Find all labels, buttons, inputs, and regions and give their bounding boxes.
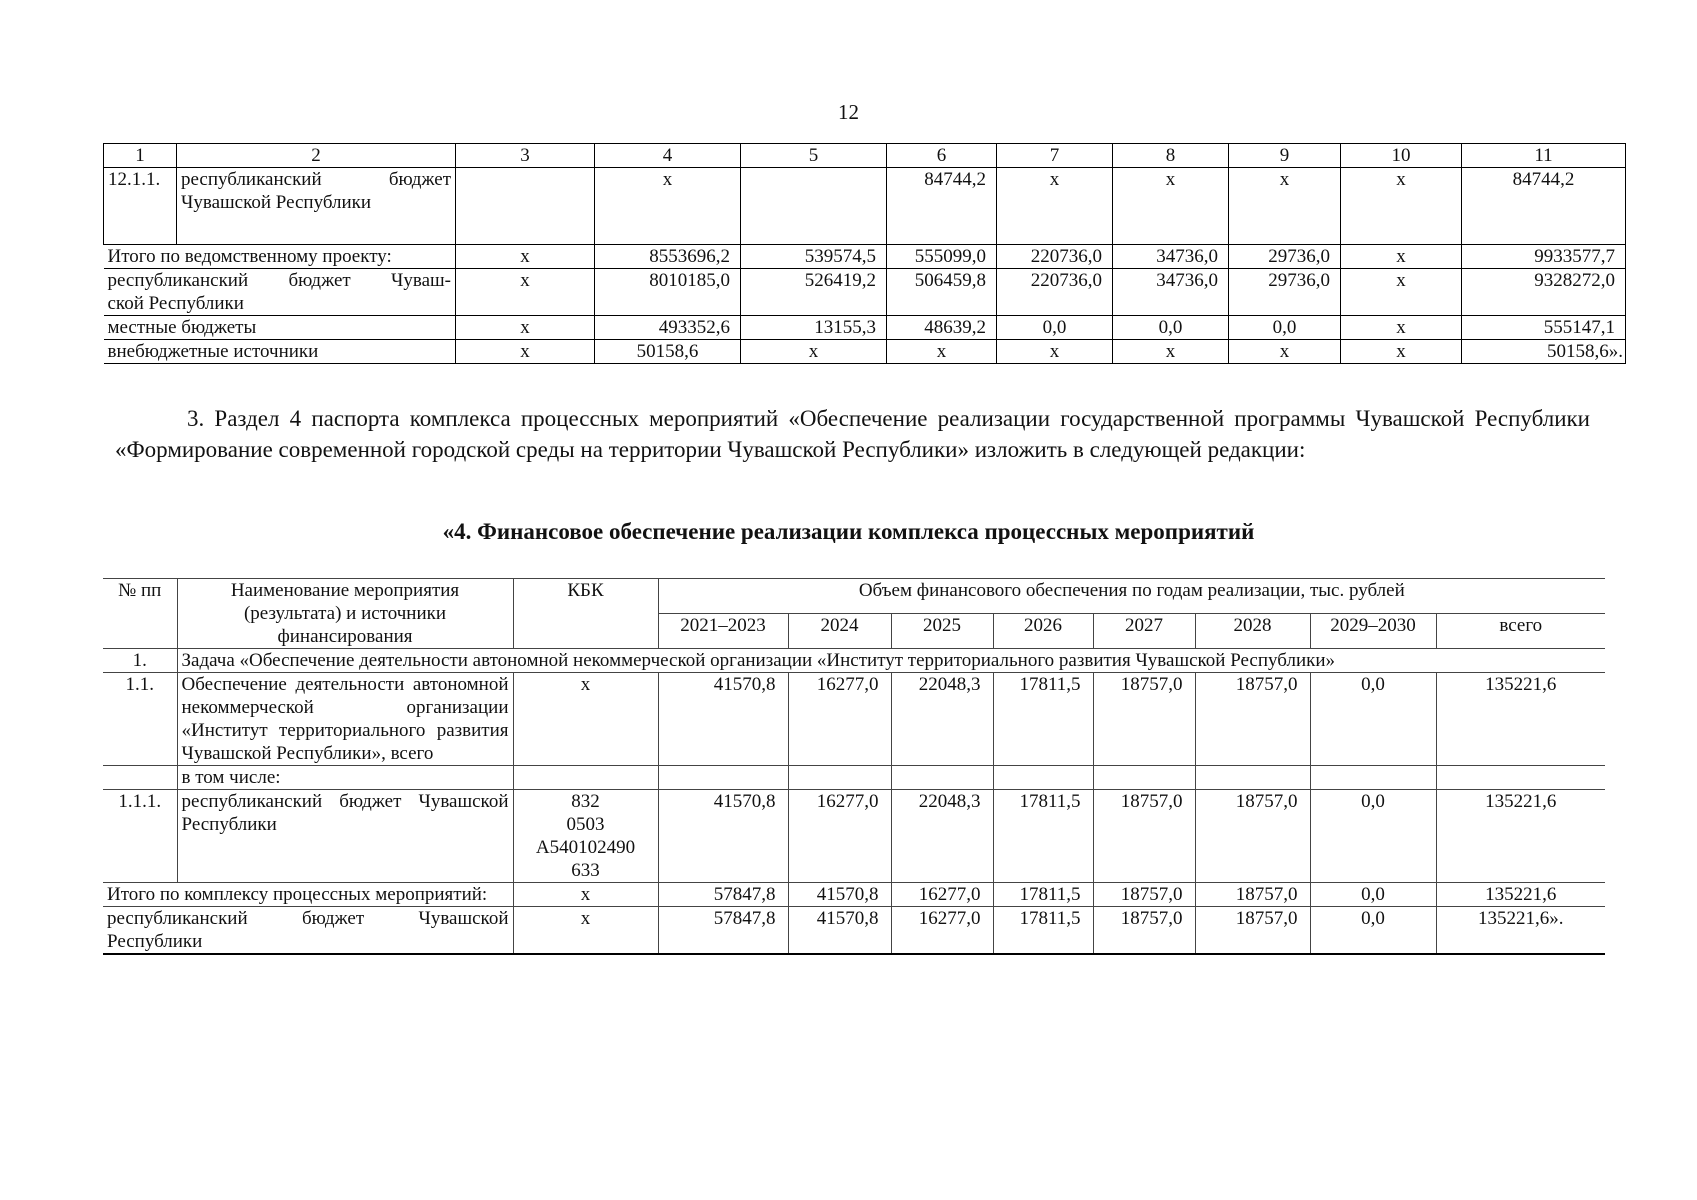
table-row-total: Итого по ведомственному проекту: х 8553696,2 539574,5 555099,0 220736,0 34736,0 29736,0 х 9933577,7 — [104, 245, 1626, 269]
column-number-row: 1 2 3 4 5 6 7 8 9 10 11 — [104, 144, 1626, 168]
section-title: «4. Финансовое обеспечение реализации комплекса процессных мероприятий — [442, 519, 1255, 544]
column-header-kbk: КБК — [513, 579, 658, 649]
table-header-row — [103, 579, 1605, 614]
table-row: 12.1.1. республиканский бюджет Чувашской Республики х 84744,2 х х х х 84744,2 — [104, 168, 1626, 245]
table-row: внебюджетные источники х 50158,6 х х х х х х 50158,6». — [104, 340, 1626, 364]
table-row-task: 1. Задача «Обеспечение деятельности автономной некоммерческой организации «Институт территориального развития Чувашской Республики» — [103, 649, 1605, 673]
table-row: 1.1. Обеспечение деятельности автономной некоммерческой организации «Институт территориального развития Чувашской Республики», всего х 41570,8 16277,0 22048,3 17811,5 18757,0 18757,0 0,0 135221,6 — [103, 673, 1605, 766]
table-row: 1.1.1. республиканский бюджет Чувашской Республики 832 0503 А540102490 633 41570,8 16277,0 22048,3 17811,5 18757,0 18757,0 0,0 135221,6 — [103, 790, 1605, 883]
page-number: 12 — [838, 100, 859, 124]
table-row-including: в том числе: — [103, 766, 1605, 790]
kbk-code: 832 0503 А540102490 633 — [513, 790, 658, 883]
table-row-total: Итого по комплексу процессных мероприятий: х 57847,8 41570,8 16277,0 17811,5 18757,0 18757,0 0,0 135221,6 — [103, 883, 1605, 907]
table-header-years-row: 2021–2023 2024 2025 2026 2027 2028 2029–2030 всего — [103, 614, 1605, 649]
table-row: республиканский бюджет Чувашской Республики х 57847,8 41570,8 16277,0 17811,5 18757,0 18757,0 0,0 135221,6». — [103, 907, 1605, 955]
row-name: республиканский бюджет Чувашской Республики — [177, 168, 456, 245]
column-header-name: Наименование мероприятия (результата) и источники финансирования — [177, 579, 513, 649]
financing-table — [103, 578, 1605, 955]
amendment-paragraph: 3. Раздел 4 паспорта комплекса процессных мероприятий «Обеспечение реализации государственной программы Чувашской Республики «Формирование современной городской среды на территории Чувашской Республики» изложить в следующей редакции: — [115, 406, 1590, 462]
column-header-volume: Объем финансового обеспечения по годам реализации, тыс. рублей — [658, 579, 1605, 614]
row-number: 12.1.1. — [104, 168, 177, 245]
column-header-number: № пп — [103, 579, 177, 649]
table-row: республиканский бюджет Чуваш- ской Республики х 8010185,0 526419,2 506459,8 220736,0 34736,0 29736,0 х 9328272,0 — [104, 269, 1626, 316]
budget-table-continued — [103, 143, 1626, 364]
table-row: местные бюджеты х 493352,6 13155,3 48639,2 0,0 0,0 0,0 х 555147,1 — [104, 316, 1626, 340]
